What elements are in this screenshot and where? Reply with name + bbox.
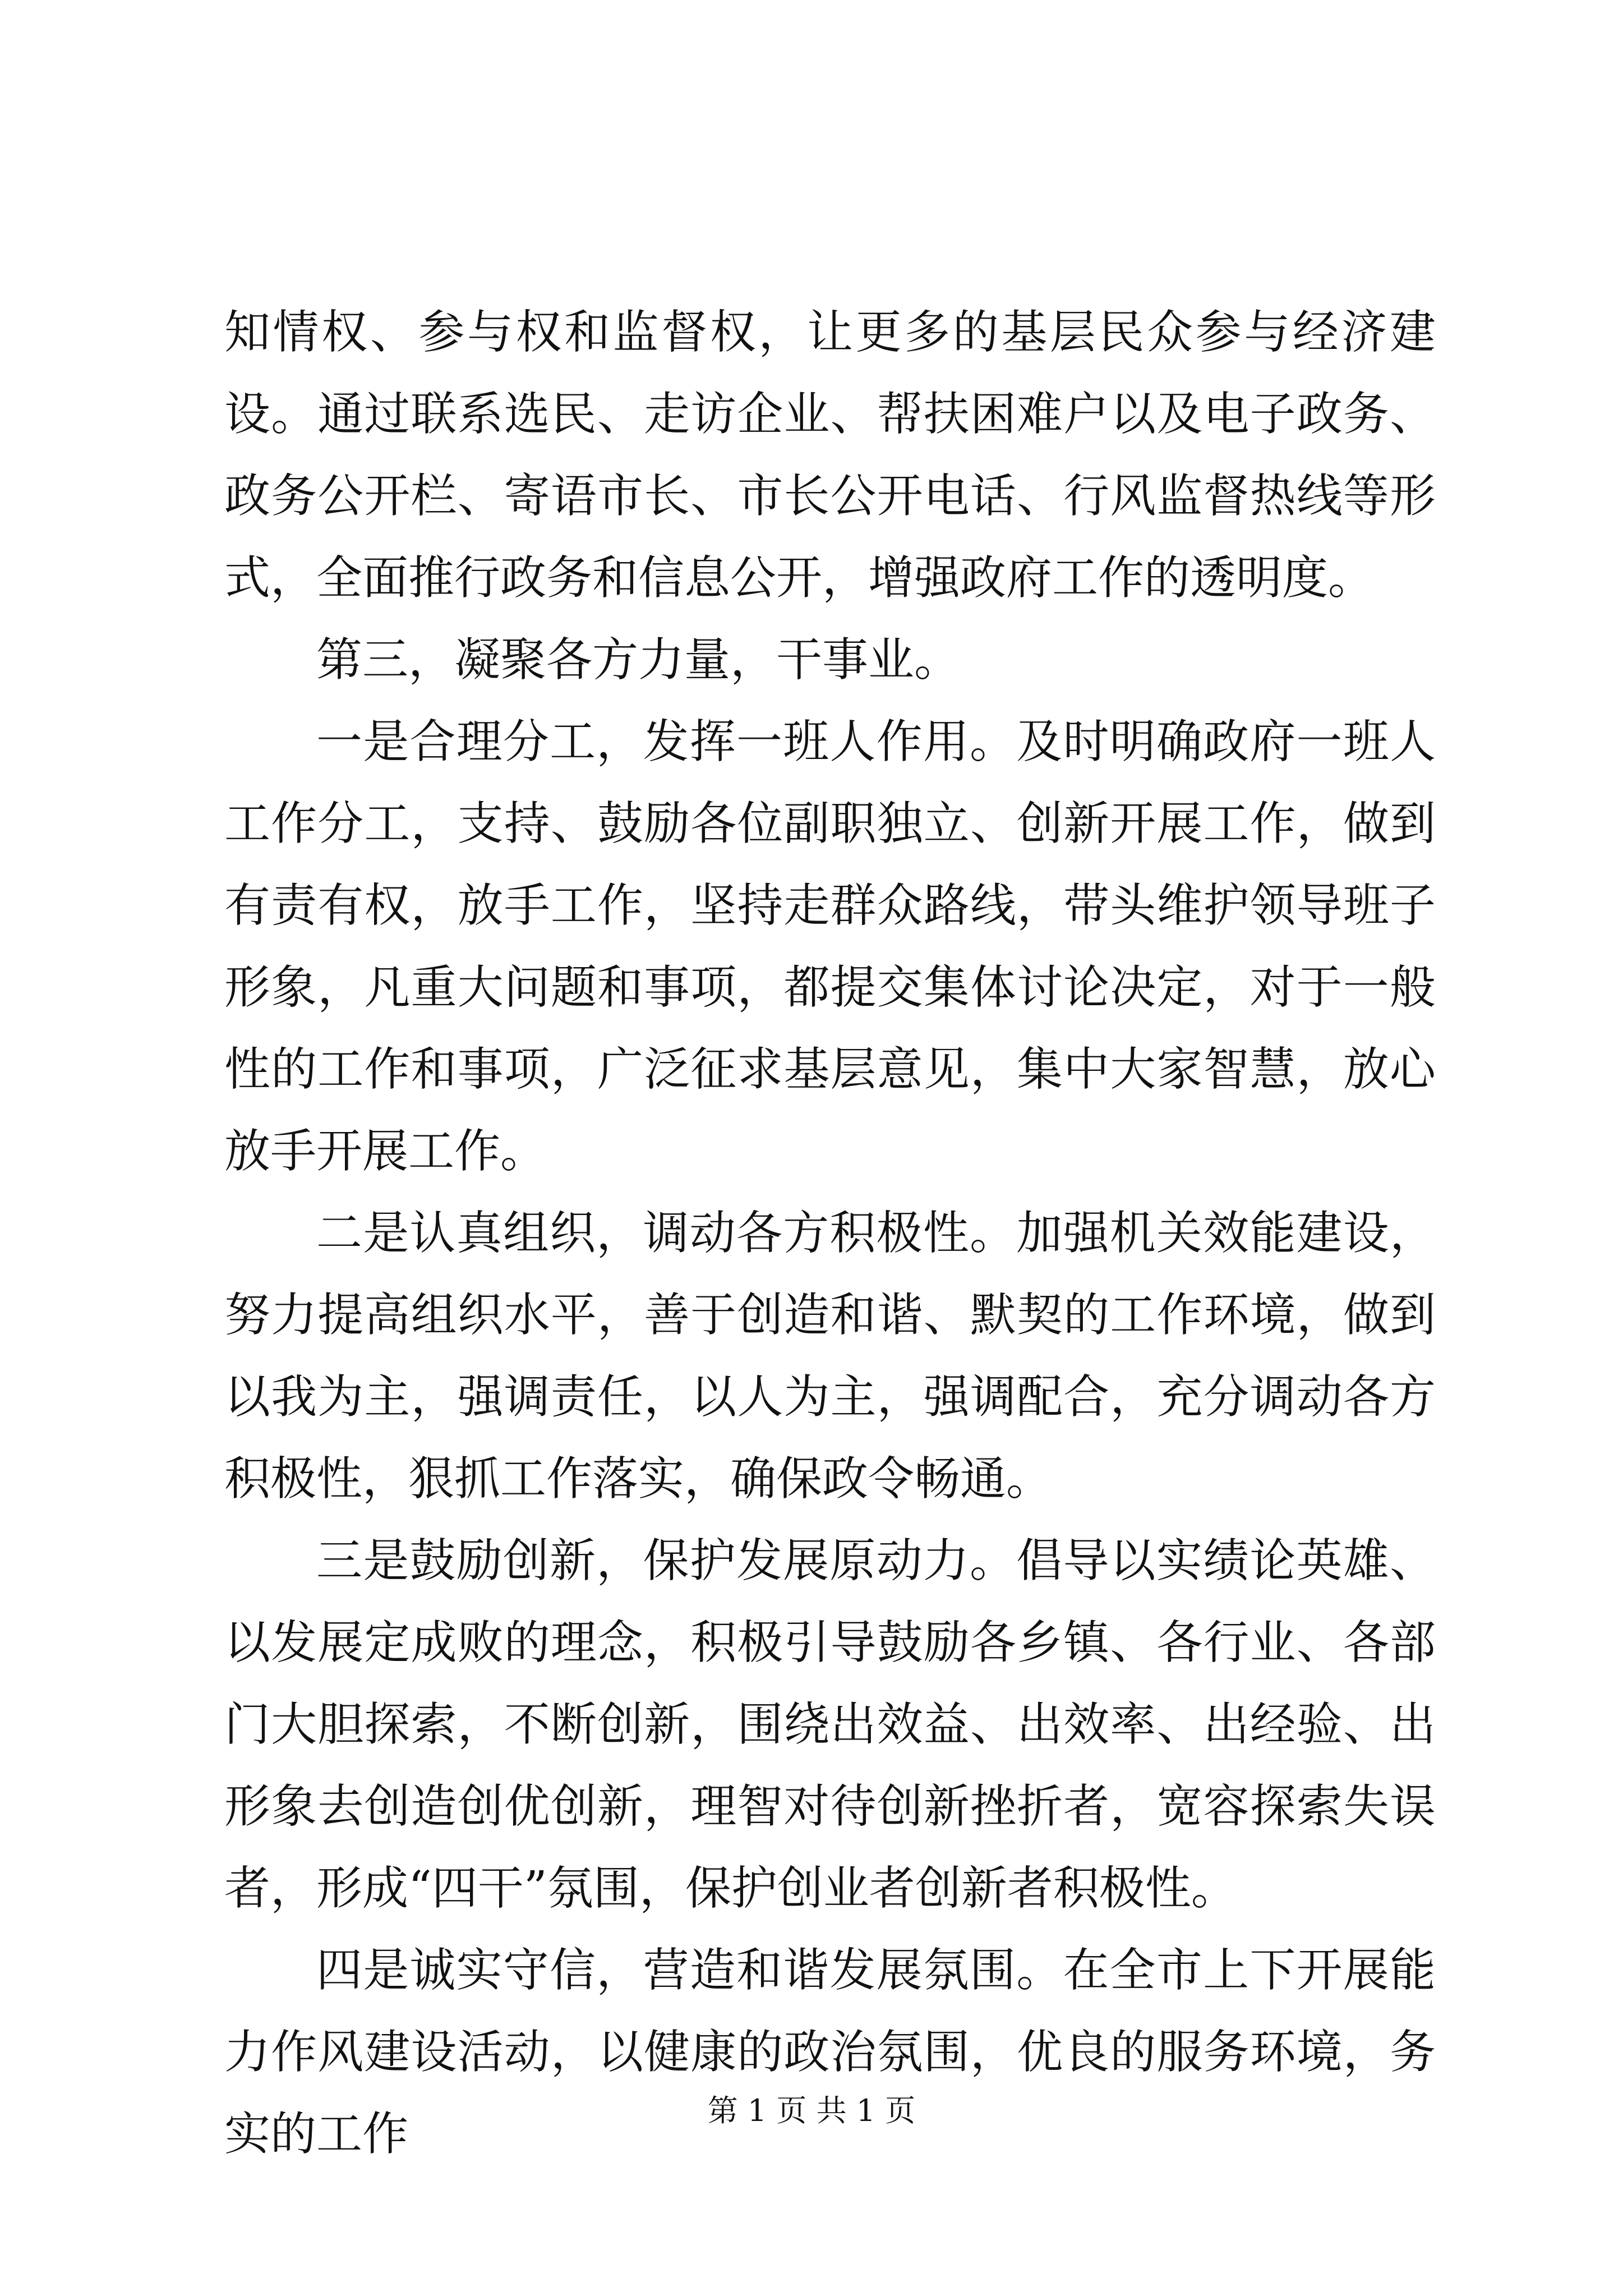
paragraph-point-2: 二是认真组织，调动各方积极性。加强机关效能建设，努力提高组织水平，善于创造和谐、默契的工作环境，做到以我为主，强调责任，以人为主，强调配合，充分调动各方积极性，狠抓工作落实，确保政令畅通。 (224, 1207, 1436, 1506)
paragraph-point-4: 四是诚实守信，营造和谐发展氛围。在全市上下开展能力作风建设活动，以健康的政治氛围，优良的服务环境，务实的工作 (224, 1944, 1436, 2161)
document-body (224, 292, 1436, 2175)
paragraph-point-3: 三是鼓励创新，保护发展原动力。倡导以实绩论英雄、以发展定成败的理念，积极引导鼓励各乡镇、各行业、各部门大胆探索，不断创新，围绕出效益、出效率、出经验、出形象去创造创优创新，理智对待创新挫折者，宽容探索失误者，形成“四干”氛围，保护创业者创新者积极性。 (224, 1534, 1436, 1915)
paragraph-point-1: 一是合理分工，发挥一班人作用。及时明确政府一班人工作分工，支持、鼓励各位副职独立、创新开展工作，做到有责有权，放手工作，坚持走群众路线，带头维护领导班子形象，凡重大问题和事项，都提交集体讨论决定，对于一般性的工作和事项，广泛征求基层意见，集中大家智慧，放心放手开展工作。 (224, 715, 1436, 1178)
paragraph-continued: 知情权、参与权和监督权，让更多的基层民众参与经济建设。通过联系选民、走访企业、帮扶困难户以及电子政务、政务公开栏、寄语市长、市长公开电话、行风监督热线等形式，全面推行政务和信息公开，增强政府工作的透明度。 (224, 306, 1436, 605)
paragraph-section-heading: 第三，凝聚各方力量，干事业。 (316, 633, 961, 687)
page-footer: 第 1 页 共 1 页 (707, 2093, 916, 2128)
